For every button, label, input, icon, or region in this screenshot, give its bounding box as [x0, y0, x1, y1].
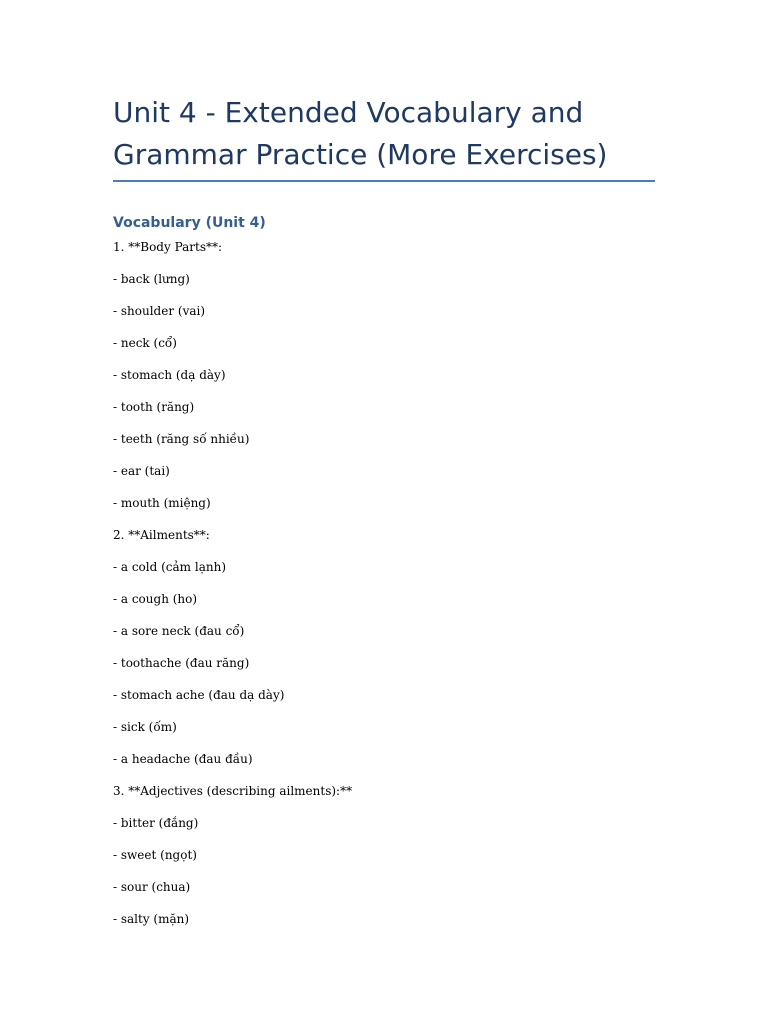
list-item: - neck (cổ) — [113, 336, 177, 350]
list-item: - ear (tai) — [113, 464, 170, 478]
list-item: - a cough (ho) — [113, 592, 198, 606]
list-heading-adjectives: 3. **Adjectives (describing ailments):** — [113, 784, 353, 798]
list-item: - stomach (dạ dày) — [113, 368, 226, 382]
list-item: - stomach ache (đau dạ dày) — [113, 688, 285, 702]
list-item: - sour (chua) — [113, 880, 191, 894]
section-heading: Vocabulary (Unit 4) — [113, 215, 266, 231]
list-item: - teeth (răng số nhiều) — [113, 432, 250, 446]
list-item: - shoulder (vai) — [113, 304, 206, 318]
document-title: Unit 4 - Extended Vocabulary and Grammar Practice (More Exercises) — [113, 96, 608, 171]
list-item: - sick (ốm) — [113, 720, 177, 734]
list-heading-body-parts: 1. **Body Parts**: — [113, 240, 223, 254]
list-item: - a sore neck (đau cổ) — [113, 624, 245, 638]
list-item: - salty (mặn) — [113, 912, 190, 926]
list-item: - sweet (ngọt) — [113, 848, 197, 862]
list-item: - back (lưng) — [113, 272, 190, 286]
list-item: - a headache (đau đầu) — [113, 752, 253, 766]
vocabulary-list — [113, 238, 352, 942]
list-item: - tooth (răng) — [113, 400, 195, 414]
title-underline-rule — [113, 180, 655, 182]
list-heading-ailments: 2. **Ailments**: — [113, 528, 210, 542]
list-item: - bitter (đắng) — [113, 816, 199, 830]
list-item: - a cold (cảm lạnh) — [113, 560, 226, 574]
list-item: - mouth (miệng) — [113, 496, 211, 510]
list-item: - toothache (đau răng) — [113, 656, 250, 670]
